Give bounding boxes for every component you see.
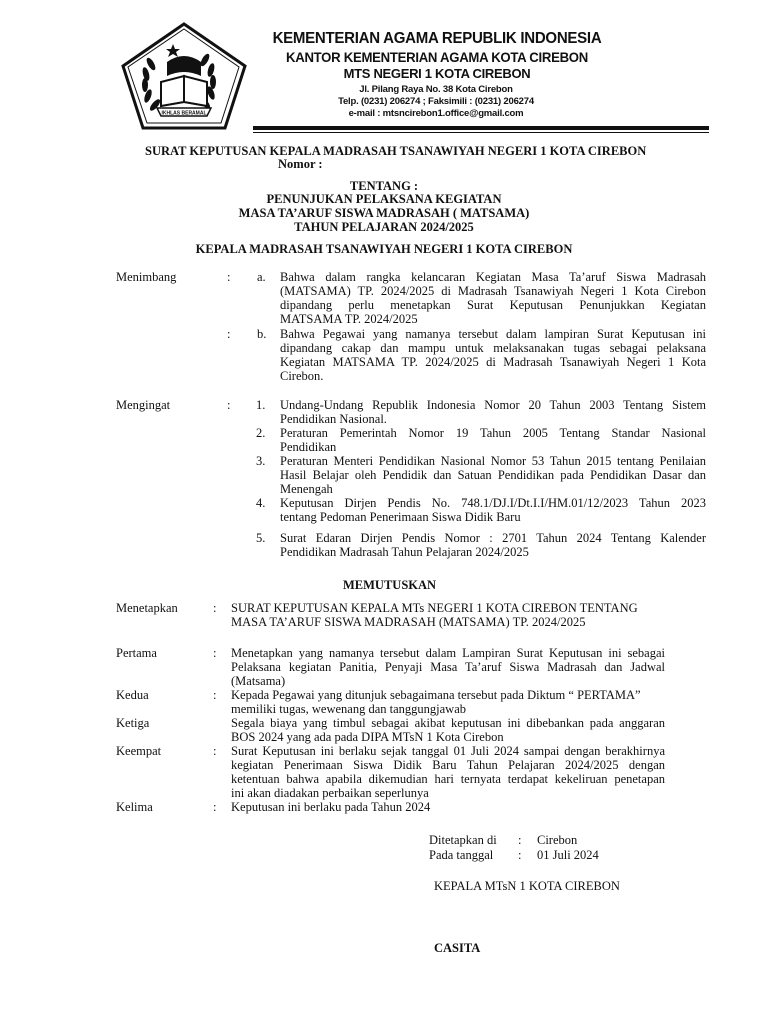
- mengingat-1-text: Undang-Undang Republik Indonesia Nomor 20 Tahun 2003 Tentang Sistem Pendidikan Nasional.: [280, 398, 706, 426]
- issuer-heading: KEPALA MADRASAH TSANAWIYAH NEGERI 1 KOTA CIREBON: [195, 242, 573, 256]
- keempat-text: Surat Keputusan ini berlaku sejak tanggal 01 Juli 2024 sampai dengan berakhirnya kegiatan Penerimaan Siswa Didik Baru Tahun Pelajaran 2024/2025 dengan ketentuan bahwa apabila dikemudian hari ternyata terdapat kekeliruan penetapan ini akan diadakan perbaikan seperlunya: [231, 744, 665, 800]
- menimbang-a-text: Bahwa dalam rangka kelancaran Kegiatan Masa Ta’aruf Siswa Madrasah (MATSAMA) TP. 2024/2025 di Madrasah Tsanawiyah Negeri 1 Kota Cirebon dipandang perlu menetapkan Surat Keputusan Penunjukkan Kegiatan MATSAMA TP. 2024/2025: [280, 270, 706, 326]
- kedua-text: Kepada Pegawai yang ditunjuk sebagaimana tersebut pada Diktum “ PERTAMA” memiliki tugas, wewenang dan tanggungjawab: [231, 688, 641, 716]
- date-label: Pada tanggal: [429, 848, 494, 862]
- subject-line-3: TAHUN PELAJARAN 2024/2025: [294, 220, 474, 234]
- memutuskan-heading: MEMUTUSKAN: [343, 578, 437, 592]
- kelima-colon: :: [213, 800, 217, 814]
- letterhead-rule-thin: [253, 132, 709, 133]
- logo-motto: IKHLAS BERAMAL: [161, 110, 207, 117]
- decree-title: SURAT KEPUTUSAN KEPALA MADRASAH TSANAWIYAH NEGERI 1 KOTA CIREBON: [145, 144, 647, 158]
- menimbang-b-text: Bahwa Pegawai yang namanya tersebut dalam lampiran Surat Keputusan ini dipandang cakap dan mampu untuk melaksanakan tugas sebagai pelaksana Kegiatan MATSAMA TP. 2024/2025 di Madrasah Tsanawiyah Negeri 1 Kota Cirebon.: [280, 327, 706, 383]
- subject-line-2: MASA TA’ARUF SISWA MADRASAH ( MATSAMA): [238, 206, 530, 220]
- kementerian-agama-emblem-icon: [117, 20, 251, 132]
- letterhead-office: KANTOR KEMENTERIAN AGAMA KOTA CIREBON: [285, 49, 588, 65]
- letterhead-address: Jl. Pilang Raya No. 38 Kota Cirebon: [359, 84, 513, 95]
- keempat-label: Keempat: [116, 744, 162, 758]
- decree-number: Nomor :: [278, 157, 323, 171]
- menimbang-a-marker: a.: [257, 270, 266, 284]
- menimbang-b-marker: b.: [257, 327, 267, 341]
- letterhead-phone: Telp. (0231) 206274 ; Faksimili : (0231) 206274: [338, 96, 534, 107]
- mengingat-4-text: Keputusan Dirjen Pendis No. 748.1/DJ.I/Dt.I.I/HM.01/12/2023 Tahun 2023 tentang Pedoman Penerimaan Siswa Didik Baru: [280, 496, 706, 524]
- mengingat-3-text: Peraturan Menteri Pendidikan Nasional Nomor 53 Tahun 2015 tentang Penilaian Hasil Belajar oleh Pendidik dan Satuan Pendidikan pada Pendidikan Dasar dan Menengah: [280, 454, 706, 496]
- mengingat-4-marker: 4.: [256, 496, 266, 510]
- letterhead-ministry: KEMENTERIAN AGAMA REPUBLIK INDONESIA: [272, 30, 602, 47]
- signatory-name: CASITA: [434, 941, 481, 955]
- kelima-text: Keputusan ini berlaku pada Tahun 2024: [231, 800, 431, 814]
- pertama-label: Pertama: [116, 646, 157, 660]
- kedua-label: Kedua: [116, 688, 149, 702]
- menimbang-b-colon: :: [227, 327, 231, 341]
- keempat-colon: :: [213, 744, 217, 758]
- menimbang-colon: :: [227, 270, 231, 284]
- ketiga-text: Segala biaya yang timbul sebagai akibat keputusan ini dibebankan pada anggaran BOS 2024 yang ada pada DIPA MTsN 1 Kota Cirebon: [231, 716, 665, 744]
- mengingat-5-text: Surat Edaran Dirjen Pendis Nomor : 2701 Tahun 2024 Tentang Kalender Pendidikan Madrasah Tahun Pelajaran 2024/2025: [280, 531, 706, 559]
- letterhead-rule-thick: [253, 126, 709, 130]
- pertama-text: Menetapkan yang namanya tersebut dalam Lampiran Surat Keputusan ini sebagai Pelaksana kegiatan Panitia, Penyaji Masa Ta’aruf Siswa Madrasah dan Jadwal (Matsama): [231, 646, 665, 688]
- place-label: Ditetapkan di: [429, 833, 497, 847]
- mengingat-2-marker: 2.: [256, 426, 266, 440]
- mengingat-3-marker: 3.: [256, 454, 266, 468]
- place-colon: :: [518, 833, 522, 847]
- mengingat-1-marker: 1.: [256, 398, 266, 412]
- letterhead-school: MTS NEGERI 1 KOTA CIREBON: [343, 66, 531, 81]
- mengingat-5-marker: 5.: [256, 531, 266, 545]
- pertama-colon: :: [213, 646, 217, 660]
- kelima-label: Kelima: [116, 800, 153, 814]
- signatory-position: KEPALA MTsN 1 KOTA CIREBON: [434, 879, 620, 893]
- ketiga-label: Ketiga: [116, 716, 150, 730]
- kedua-colon: :: [213, 688, 217, 702]
- date-colon: :: [518, 848, 522, 862]
- menetapkan-colon: :: [213, 601, 217, 615]
- menimbang-label: Menimbang: [116, 270, 177, 284]
- subject-line-1: PENUNJUKAN PELAKSANA KEGIATAN: [266, 192, 502, 206]
- date-value: 01 Juli 2024: [537, 848, 599, 862]
- letterhead-email: e-mail : mtsncirebon1.office@gmail.com: [348, 108, 524, 119]
- menetapkan-text: SURAT KEPUTUSAN KEPALA MTs NEGERI 1 KOTA CIREBON TENTANG MASA TA’ARUF SISWA MADRASAH (MATSAMA) TP. 2024/2025: [231, 601, 638, 629]
- mengingat-2-text: Peraturan Pemerintah Nomor 19 Tahun 2005 Tentang Standar Nasional Pendidikan: [280, 426, 706, 454]
- mengingat-label: Mengingat: [116, 398, 171, 412]
- menetapkan-label: Menetapkan: [116, 601, 178, 615]
- place-value: Cirebon: [537, 833, 578, 847]
- mengingat-colon: :: [227, 398, 231, 412]
- tentang-heading: TENTANG :: [349, 179, 419, 193]
